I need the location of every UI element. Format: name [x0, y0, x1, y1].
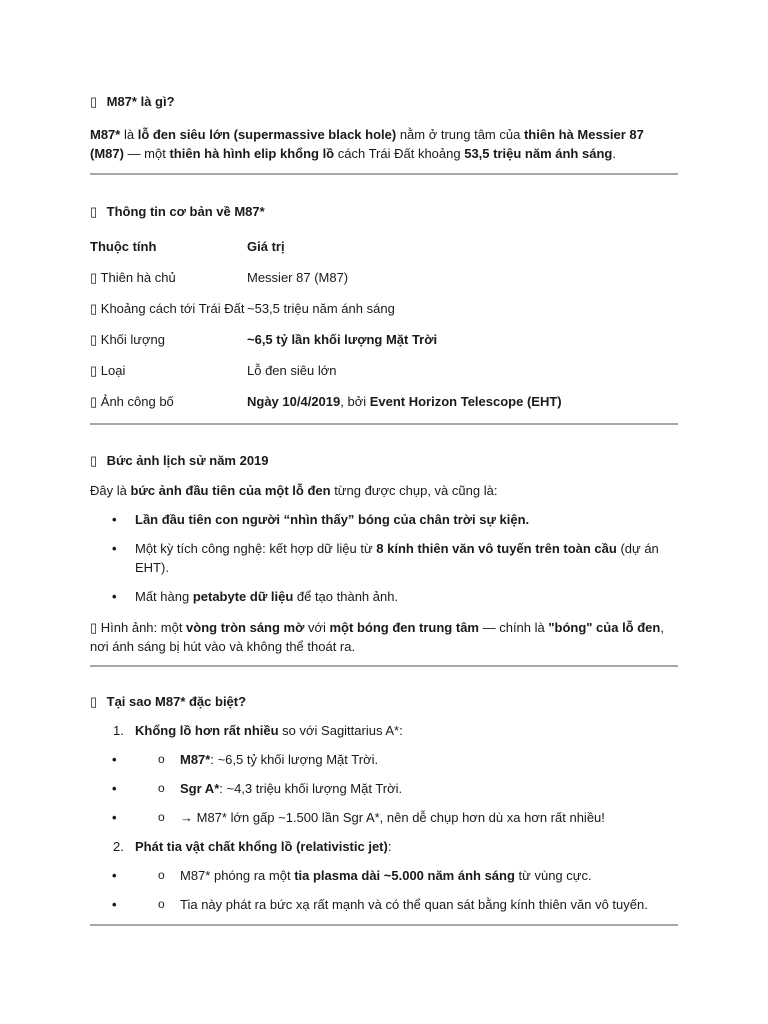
sub-bullet-marker: • o — [158, 897, 165, 911]
sub-list-item — [90, 750, 678, 769]
emoji-placeholder-icon: ▯ — [90, 331, 98, 347]
divider — [90, 173, 678, 175]
row-value: ~6,5 tỷ lần khối lượng Mặt Trời — [247, 332, 438, 347]
sub-bullet-marker: • o — [158, 810, 165, 824]
numbered-list — [90, 721, 678, 914]
text: : — [387, 839, 392, 854]
text-bold: lỗ đen siêu lớn (supermassive black hole) — [137, 127, 397, 142]
text: → M87* lớn gấp ~1.500 lần Sgr A*, nên dễ chụp hơn dù xa hơn rất nhiều! — [180, 810, 605, 825]
text-bold: "bóng" của lỗ đen — [548, 620, 661, 635]
sub-bullet-marker: • o — [158, 781, 165, 795]
table-row — [90, 293, 678, 324]
list-item — [90, 539, 678, 577]
intro-paragraph — [90, 125, 678, 163]
text-bold: Khổng lồ hơn rất nhiều — [135, 723, 279, 738]
text: , bởi — [340, 394, 370, 409]
column-header: Thuộc tính — [90, 239, 157, 254]
emoji-placeholder-icon: ▯ — [90, 94, 98, 109]
emoji-placeholder-icon: ▯ — [90, 362, 98, 378]
text: với — [304, 620, 330, 635]
item-number: 2. — [113, 839, 124, 854]
text-bold: Phát tia vật chất khổng lồ (relativistic jet) — [135, 839, 388, 854]
sub-list-item — [90, 808, 678, 827]
text: Hình ảnh: một — [97, 620, 187, 635]
text-bold: M87* — [90, 127, 121, 142]
row-label: Ảnh công bố — [100, 393, 174, 409]
numbered-item — [90, 721, 678, 827]
sub-list — [135, 750, 678, 827]
text: , nơi ánh sáng bị hút vào và không thể thoát ra. — [90, 620, 664, 654]
emoji-placeholder-icon: ▯ — [90, 620, 98, 635]
row-value: Lỗ đen siêu lớn — [247, 363, 337, 378]
column-header: Giá trị — [247, 239, 285, 254]
section-title-text: Tại sao M87* đặc biệt? — [106, 694, 247, 709]
section-title-what-is-m87 — [90, 93, 678, 111]
text: (dự án EHT). — [135, 541, 659, 575]
row-label: Thiên hà chủ — [100, 269, 176, 285]
text-bold: Event Horizon Telescope (EHT) — [369, 394, 562, 409]
list-item — [90, 587, 678, 606]
image-description — [90, 618, 678, 656]
text-bold: bức ảnh đầu tiên của một lỗ đen — [130, 483, 331, 498]
text: — một — [123, 146, 170, 161]
table-row — [90, 262, 678, 293]
sub-bullet-marker: • o — [158, 752, 165, 766]
bullet-list — [90, 510, 678, 606]
row-label: Khối lượng — [100, 331, 165, 347]
table-header-row — [90, 231, 678, 262]
row-label: Khoảng cách tới Trái Đất — [100, 300, 245, 316]
section-title-text: Thông tin cơ bản về M87* — [106, 204, 265, 219]
text: so với Sagittarius A*: — [278, 723, 403, 738]
text: — chính là — [478, 620, 549, 635]
section-intro — [90, 481, 678, 500]
text: từng được chụp, và cũng là: — [330, 483, 498, 498]
text: Một kỳ tích công nghệ: kết hợp dữ liệu từ — [135, 541, 377, 556]
text-bold: M87* — [180, 752, 211, 767]
text: M87* phóng ra một — [180, 868, 295, 883]
section-title-historic-image — [90, 452, 678, 470]
text-bold: tia plasma dài ~5.000 năm ánh sáng — [294, 868, 515, 883]
sub-list — [135, 866, 678, 914]
row-value: Ngày 10/4/2019 — [247, 394, 341, 409]
text-bold: Sgr A* — [180, 781, 220, 796]
emoji-placeholder-icon: ▯ — [90, 204, 98, 219]
section-title-text: M87* là gì? — [106, 94, 175, 109]
sub-list-item — [90, 895, 678, 914]
info-table — [90, 231, 678, 417]
divider — [90, 423, 678, 425]
text: Đây là — [90, 483, 131, 498]
text-bold: thiên hà Messier 87 (M87) — [90, 127, 644, 161]
table-row — [90, 324, 678, 355]
sub-bullet-marker: • o — [158, 868, 165, 882]
row-label: Loại — [100, 362, 126, 378]
text: . — [612, 146, 616, 161]
section-title-basic-info — [90, 203, 678, 221]
sub-list-item — [90, 866, 678, 885]
text: : ~4,3 triệu khối lượng Mặt Trời. — [219, 781, 403, 796]
divider — [90, 665, 678, 667]
text: Tia này phát ra bức xạ rất mạnh và có thể quan sát bằng kính thiên văn vô tuyến. — [180, 897, 648, 912]
row-value: Messier 87 (M87) — [247, 270, 349, 285]
section-title-why-special — [90, 693, 678, 711]
text-bold: petabyte dữ liệu — [192, 589, 294, 604]
emoji-placeholder-icon: ▯ — [90, 393, 98, 409]
document-content — [90, 88, 678, 926]
text-bold: vòng tròn sáng mờ — [186, 620, 305, 635]
row-value: ~53,5 triệu năm ánh sáng — [247, 301, 395, 316]
numbered-item — [90, 837, 678, 914]
text: là — [120, 127, 138, 142]
emoji-placeholder-icon: ▯ — [90, 300, 98, 316]
text: cách Trái Đất khoảng — [334, 146, 465, 161]
text-bold: Lần đầu tiên con người “nhìn thấy” bóng của chân trời sự kiện. — [135, 512, 530, 527]
table-row — [90, 355, 678, 386]
item-number: 1. — [113, 723, 124, 738]
text-bold: 53,5 triệu năm ánh sáng — [464, 146, 613, 161]
text-bold: thiên hà hình elip khổng lồ — [169, 146, 335, 161]
text-bold: 8 kính thiên văn vô tuyến trên toàn cầu — [376, 541, 617, 556]
emoji-placeholder-icon: ▯ — [90, 269, 98, 285]
emoji-placeholder-icon: ▯ — [90, 453, 98, 468]
list-item — [90, 510, 678, 529]
text: để tạo thành ảnh. — [293, 589, 399, 604]
sub-list-item — [90, 779, 678, 798]
emoji-placeholder-icon: ▯ — [90, 694, 98, 709]
table-row — [90, 386, 678, 417]
divider — [90, 924, 678, 926]
text: từ vùng cực. — [514, 868, 592, 883]
text: : ~6,5 tỷ khối lượng Mặt Trời. — [210, 752, 379, 767]
section-title-text: Bức ảnh lịch sử năm 2019 — [106, 453, 269, 468]
text: nằm ở trung tâm của — [396, 127, 524, 142]
text-bold: một bóng đen trung tâm — [329, 620, 479, 635]
text: Mất hàng — [135, 589, 193, 604]
